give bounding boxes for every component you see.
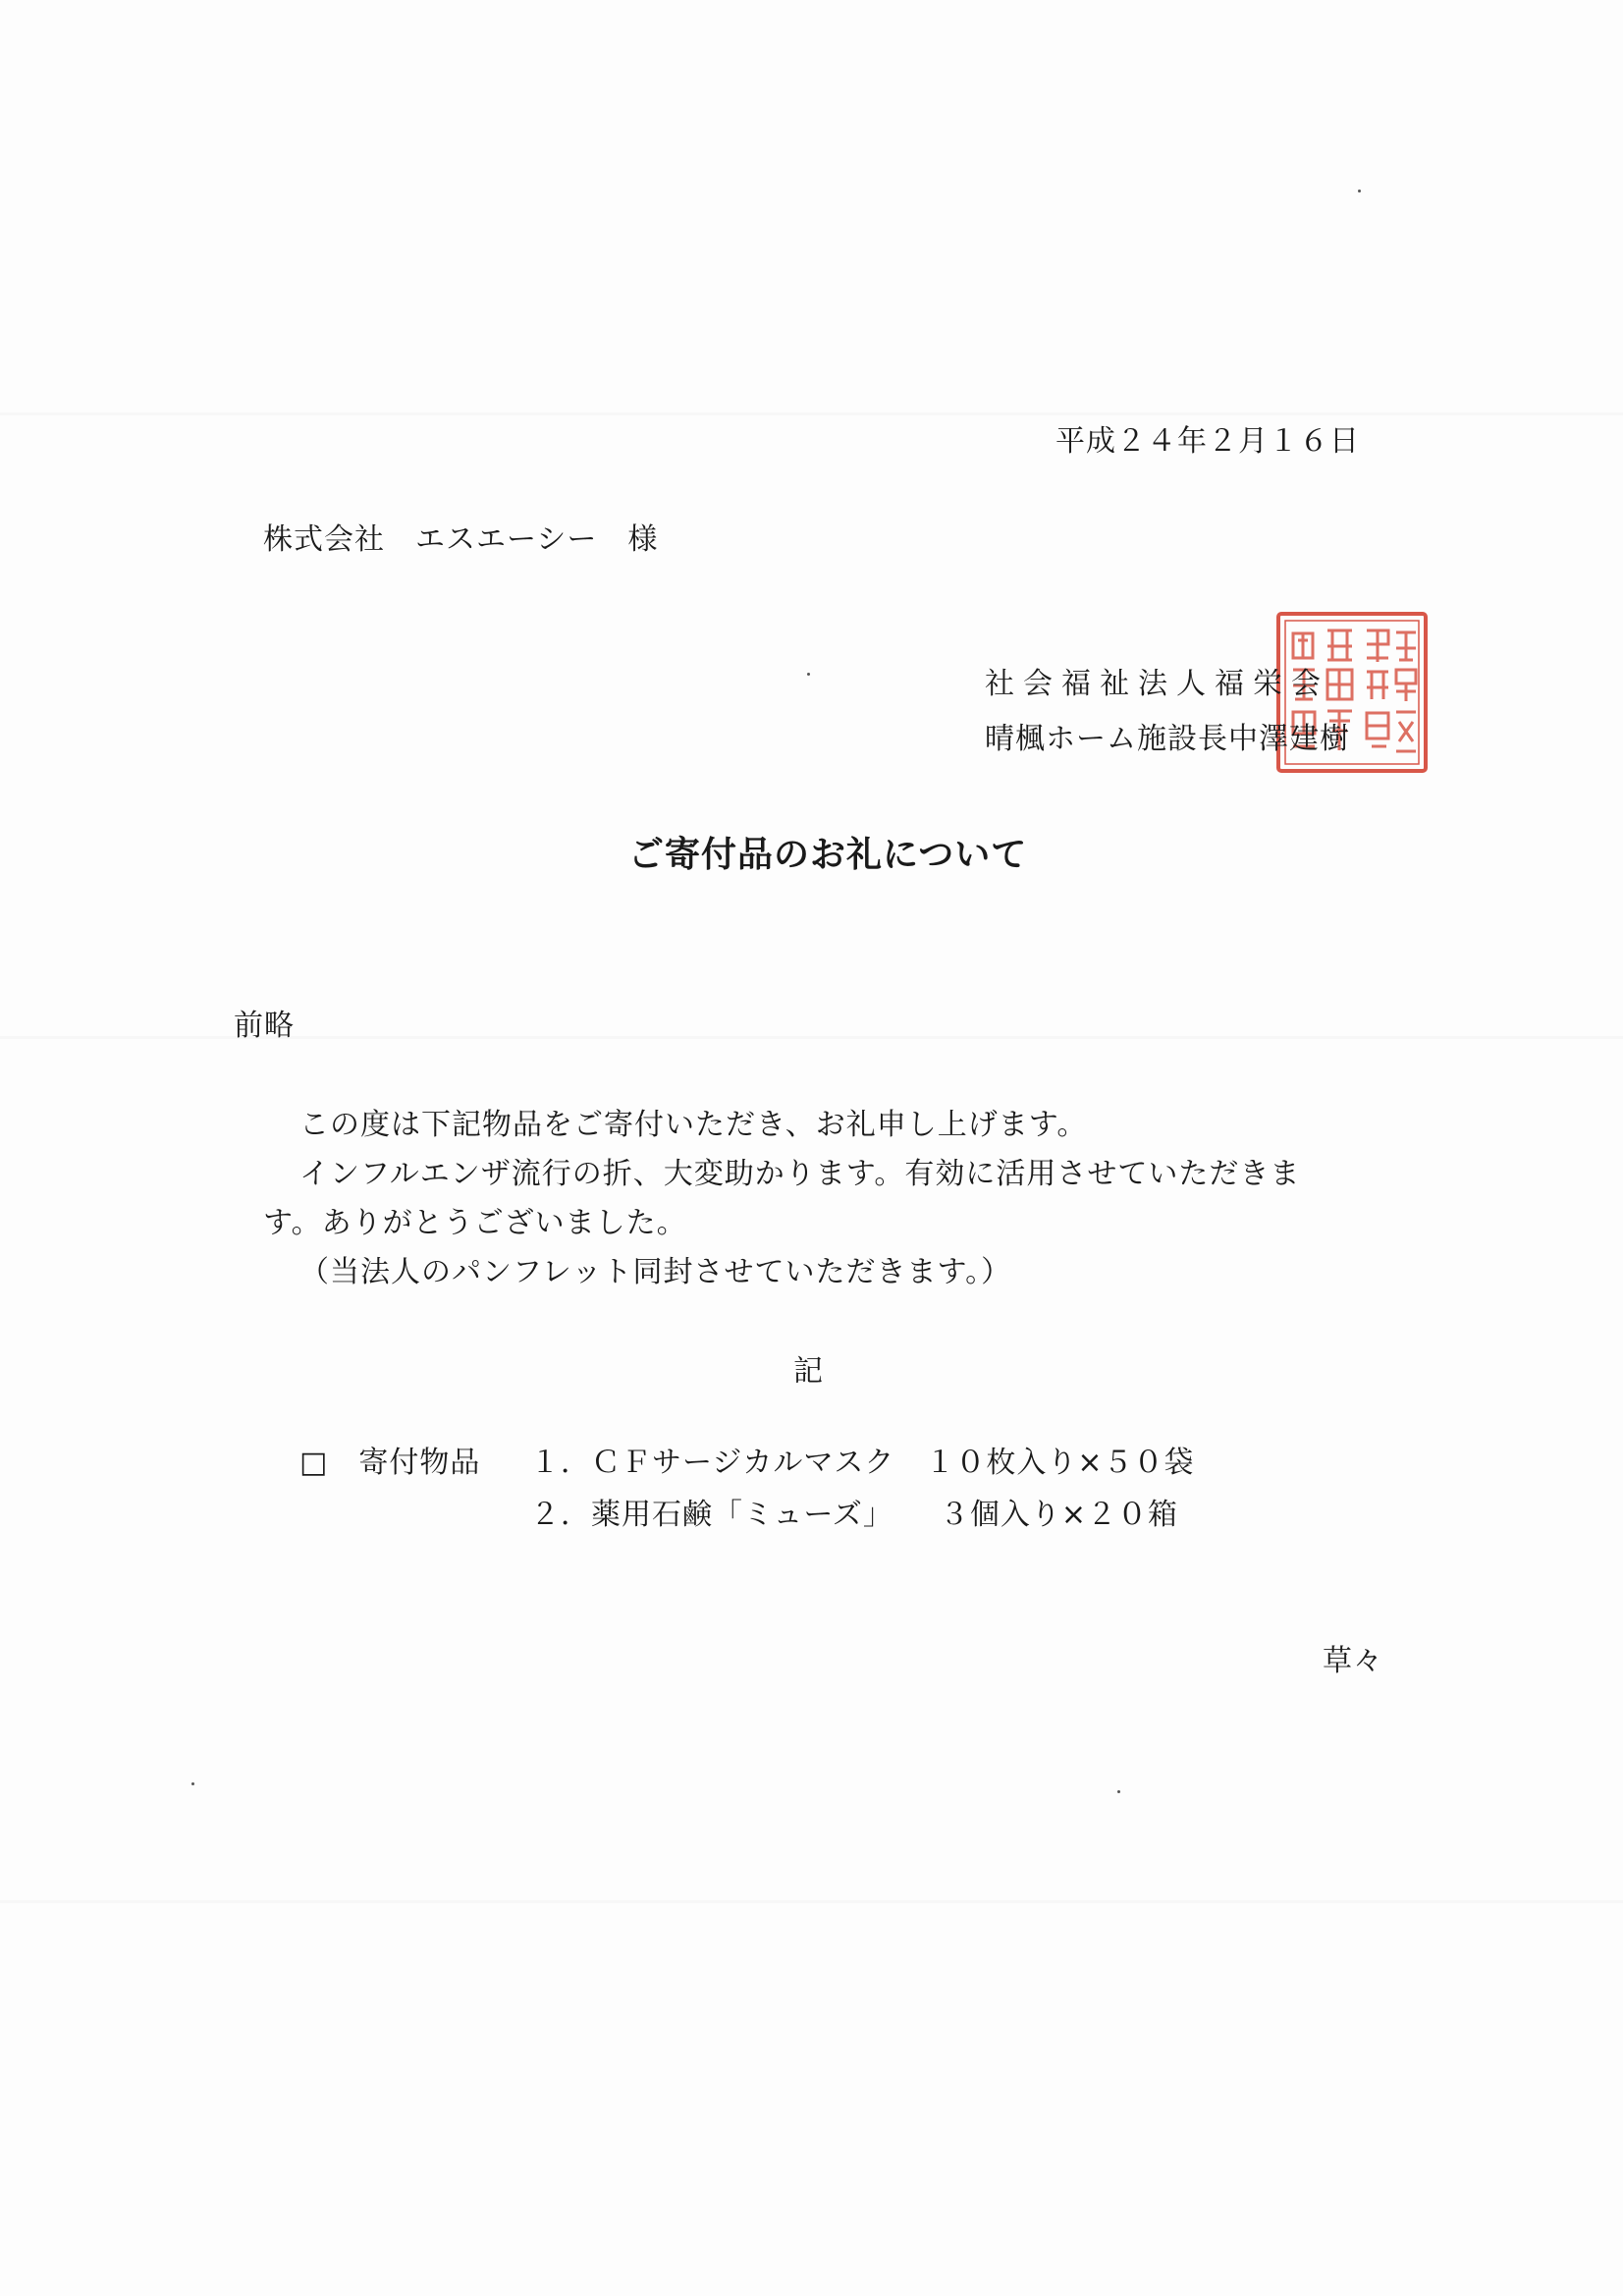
sender-name: 晴楓ホーム施設長中澤建樹: [985, 722, 1350, 756]
body-line-2: インフルエンザ流行の折、大変助かります。有効に活用させていただきま: [299, 1157, 1301, 1191]
scan-line: [0, 412, 1623, 415]
closing: 草々: [1323, 1644, 1383, 1678]
donation-items-heading: □ 寄付物品: [299, 1446, 481, 1480]
salutation: 前略: [234, 1009, 295, 1043]
letter-date: 平成２４年２月１６日: [1055, 424, 1360, 459]
donation-item: ２．薬用石鹸「ミューズ」 ３個入り×２０箱: [530, 1498, 1179, 1532]
scan-speck: [1358, 190, 1361, 192]
scan-speck: [807, 673, 810, 676]
recipient-name: 株式会社 エスエーシー 様: [263, 522, 659, 557]
scan-speck: [191, 1782, 194, 1785]
body-line-1: この度は下記物品をご寄付いただき、お礼申し上げます。: [299, 1108, 1088, 1142]
scan-speck: [1117, 1790, 1120, 1793]
body-line-4: （当法人のパンフレット同封させていただきます。）: [299, 1255, 1012, 1289]
body-line-3: す。ありがとうございました。: [263, 1206, 687, 1240]
ki-heading: 記: [793, 1354, 824, 1389]
scan-line: [0, 1900, 1623, 1903]
letter-title: ご寄付品のお礼について: [628, 835, 1028, 875]
sender-organization: 社会福祉法人福栄会: [985, 667, 1329, 701]
donation-item: １．ＣＦサージカルマスク １０枚入り×５０袋: [530, 1446, 1195, 1480]
